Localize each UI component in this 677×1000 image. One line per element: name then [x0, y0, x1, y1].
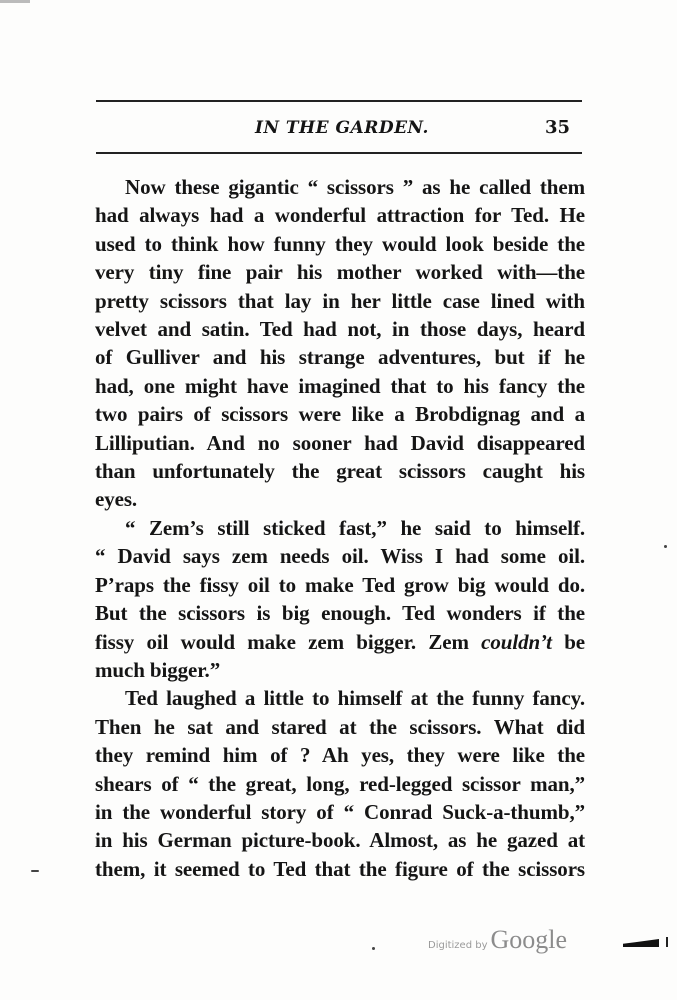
- text-segment: fissy oil would make zem bigger. Zem: [95, 629, 469, 654]
- text-line: Ted laughed a little to himself at the funny fancy.: [125, 686, 585, 711]
- text-line: in the wonderful story of “ Conrad Suck-a-thumb,”: [95, 799, 585, 824]
- scan-mark-wedge: [623, 939, 659, 947]
- google-logo: Google: [490, 925, 568, 954]
- text-line: Lilliputian. And no sooner had David disappeared: [95, 430, 585, 455]
- header-rule-top: [96, 100, 582, 102]
- text-line-mixed: [95, 628, 585, 656]
- text-segment: be: [564, 629, 586, 654]
- text-line: Now these gigantic “ scissors ” as he called them: [125, 175, 585, 199]
- scan-speck: [664, 545, 667, 548]
- paragraph-3: [95, 684, 585, 883]
- text-line: velvet and satin. Ted had not, in those days, heard: [95, 317, 585, 342]
- paragraph-2: [95, 514, 585, 684]
- text-line: “ David says zem needs oil. Wiss I had some oil.: [95, 544, 585, 569]
- text-line: P’raps the fissy oil to make Ted grow big would do.: [95, 572, 585, 597]
- text-line: Then he sat and stared at the scissors. What did: [95, 714, 585, 739]
- scan-speck: [372, 947, 375, 950]
- text-line: shears of “ the great, long, red-legged scissor man,”: [95, 771, 585, 796]
- text-line: them, it seemed to Ted that the figure of the scissors: [95, 856, 585, 881]
- scan-speck: [31, 870, 39, 872]
- text-line: in his German picture-book. Almost, as he gazed at: [95, 828, 585, 853]
- text-line: than unfortunately the great scissors caught his: [95, 459, 585, 484]
- digitized-watermark: [428, 925, 567, 955]
- text-line: But the scissors is big enough. Ted wonders if the: [95, 601, 585, 626]
- text-line: they remind him of ? Ah yes, they were like the: [95, 743, 585, 768]
- page-number: 35: [545, 117, 571, 138]
- text-line: two pairs of scissors were like a Brobdignag and a: [95, 402, 585, 427]
- text-line: “ Zem’s still sticked fast,” he said to himself.: [125, 515, 585, 540]
- paragraph-1: [95, 173, 585, 514]
- text-line: very tiny fine pair his mother worked with—the: [95, 260, 585, 285]
- text-line: much bigger.”: [95, 657, 221, 682]
- header-rule-bottom: [96, 152, 582, 154]
- text-line: pretty scissors that lay in her little case lined with: [95, 288, 585, 313]
- scan-mark-tick: [666, 937, 668, 947]
- text-line: had, one might have imagined that to his fancy the: [95, 373, 585, 398]
- text-line: had always had a wonderful attraction for Ted. He: [95, 203, 585, 228]
- text-line: eyes.: [95, 487, 138, 512]
- text-line: used to think how funny they would look beside the: [95, 231, 585, 256]
- emphasis-word: couldn’t: [481, 629, 552, 654]
- text-line: of Gulliver and his strange adventures, but if he: [95, 345, 585, 370]
- running-header-title: IN THE GARDEN.: [255, 118, 429, 138]
- scan-mark-top: [0, 0, 30, 3]
- page-body-text: [95, 173, 585, 883]
- digitized-label: Digitized by: [428, 940, 488, 951]
